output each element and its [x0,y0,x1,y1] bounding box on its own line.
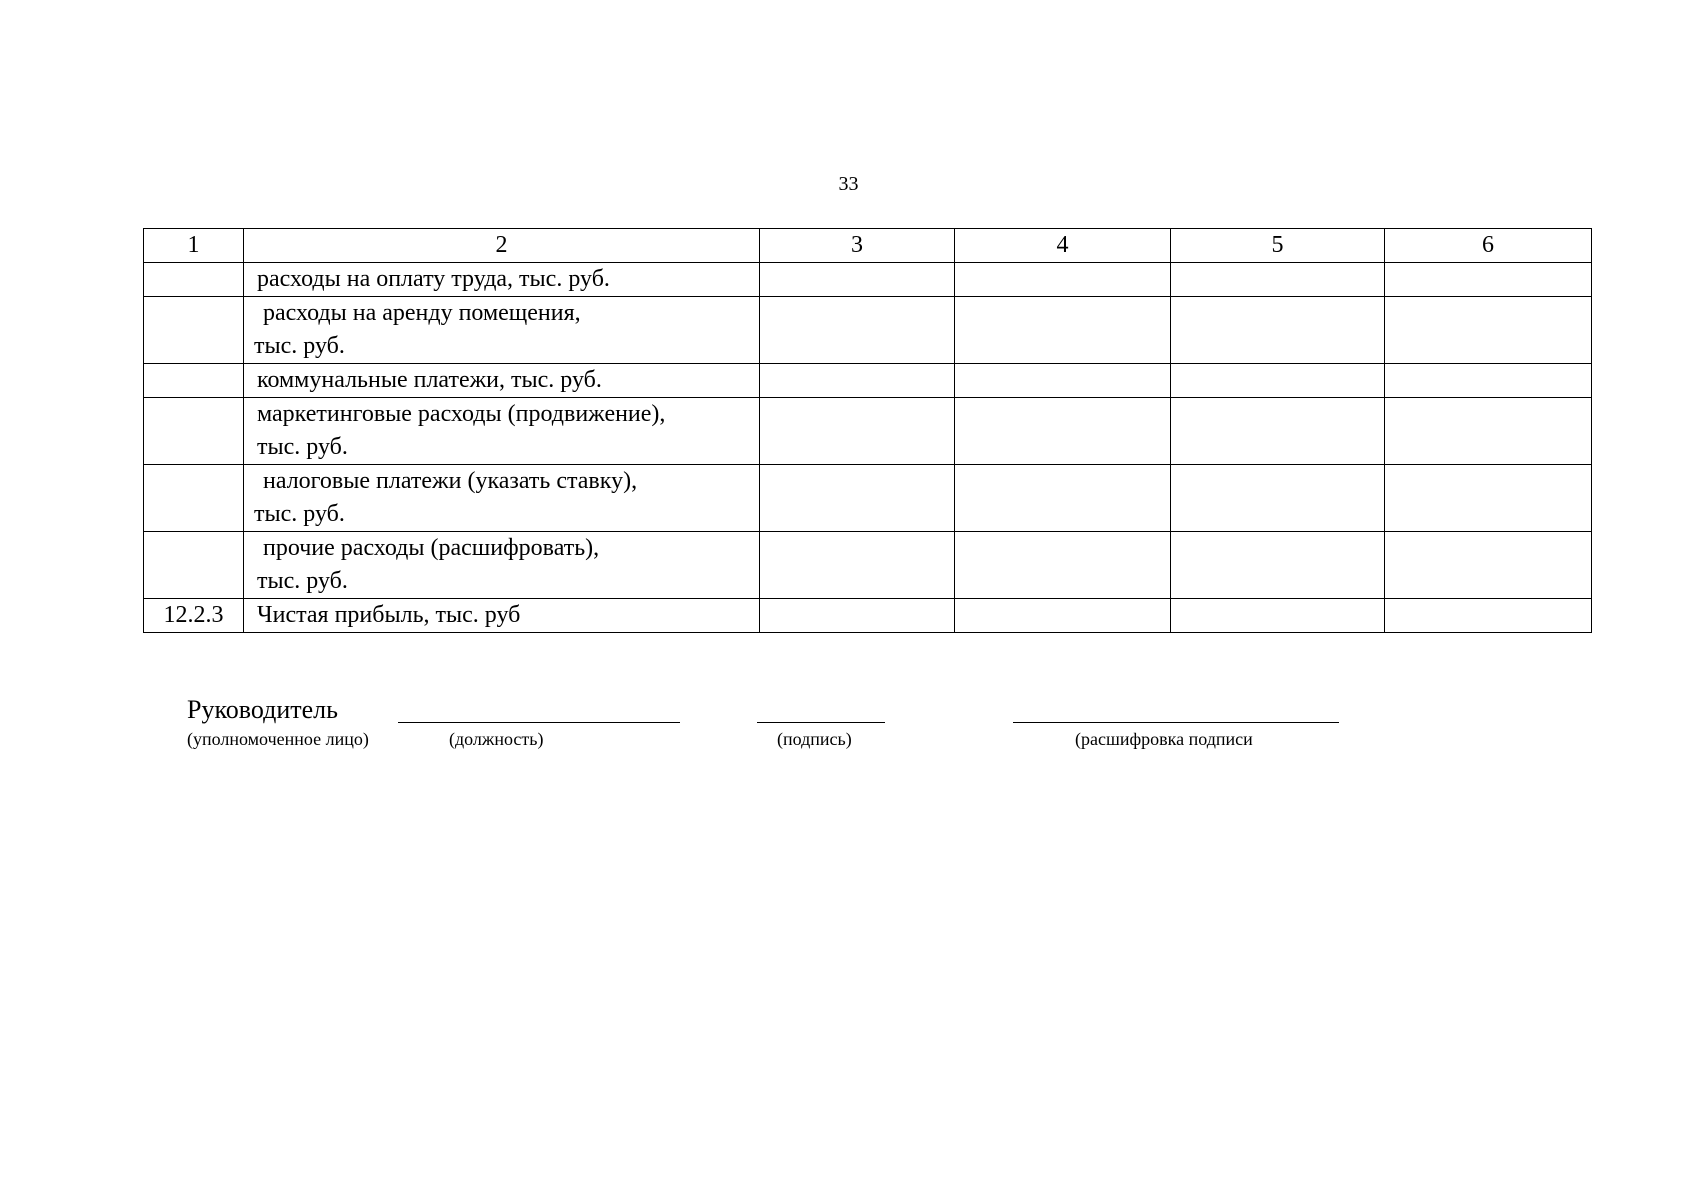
column-header-5: 5 [1171,229,1385,263]
row-label [244,297,760,364]
value-cell-4 [955,599,1171,633]
row-number [144,364,244,398]
signature-block [0,694,1697,754]
value-cell-4 [955,364,1171,398]
caption-position: (должность) [449,729,544,749]
value-cell-6 [1385,398,1592,465]
row-label-line: тыс. руб. [257,568,348,594]
row-label [244,364,760,398]
row-label [244,599,760,633]
expenses-table [143,228,1592,633]
value-cell-5 [1171,599,1385,633]
value-cell-3 [760,599,955,633]
row-label-line: расходы на оплату труда, тыс. руб. [257,266,610,292]
table-row [144,297,1592,364]
caption-person: (уполномоченное лицо) [187,729,369,749]
decoding-line [1013,722,1339,723]
value-cell-4 [955,398,1171,465]
row-label-line: Чистая прибыль, тыс. руб [257,602,521,628]
row-number [144,465,244,532]
value-cell-6 [1385,263,1592,297]
value-cell-4 [955,532,1171,599]
row-number [144,398,244,465]
value-cell-6 [1385,297,1592,364]
caption-signature: (подпись) [777,729,852,749]
row-number [144,263,244,297]
page-number: 33 [838,173,859,195]
row-number [144,532,244,599]
row-label-line: тыс. руб. [254,501,345,527]
value-cell-6 [1385,599,1592,633]
value-cell-4 [955,263,1171,297]
row-number [144,297,244,364]
value-cell-3 [760,398,955,465]
value-cell-3 [760,364,955,398]
table-row [144,465,1592,532]
value-cell-4 [955,297,1171,364]
row-label-line: налоговые платежи (указать ставку), [257,468,638,494]
row-label [244,263,760,297]
value-cell-5 [1171,532,1385,599]
value-cell-3 [760,465,955,532]
column-header-1: 1 [144,229,244,263]
signature-title: Руководитель [187,695,338,724]
row-label [244,398,760,465]
value-cell-3 [760,297,955,364]
table-header-row [144,229,1592,263]
value-cell-6 [1385,532,1592,599]
table-row [144,364,1592,398]
column-header-4: 4 [955,229,1171,263]
column-header-3: 3 [760,229,955,263]
row-label-line: тыс. руб. [257,434,348,460]
value-cell-5 [1171,465,1385,532]
column-header-2: 2 [244,229,760,263]
row-label-line: маркетинговые расходы (продвижение), [257,401,666,427]
caption-decoding: (расшифровка подписи [1075,729,1253,749]
position-line [398,722,680,723]
value-cell-5 [1171,364,1385,398]
value-cell-5 [1171,398,1385,465]
row-number: 12.2.3 [144,599,244,633]
signature-line [757,722,885,723]
value-cell-6 [1385,465,1592,532]
value-cell-5 [1171,297,1385,364]
row-label-line: тыс. руб. [254,333,345,359]
row-label [244,465,760,532]
value-cell-3 [760,263,955,297]
value-cell-4 [955,465,1171,532]
value-cell-6 [1385,364,1592,398]
row-label-line: коммунальные платежи, тыс. руб. [257,367,602,393]
row-label-line: расходы на аренду помещения, [257,300,581,326]
row-label [244,532,760,599]
table-row [144,599,1592,633]
table-row [144,532,1592,599]
table-row [144,398,1592,465]
value-cell-3 [760,532,955,599]
row-label-line: прочие расходы (расшифровать), [257,535,600,561]
value-cell-5 [1171,263,1385,297]
column-header-6: 6 [1385,229,1592,263]
table-row [144,263,1592,297]
